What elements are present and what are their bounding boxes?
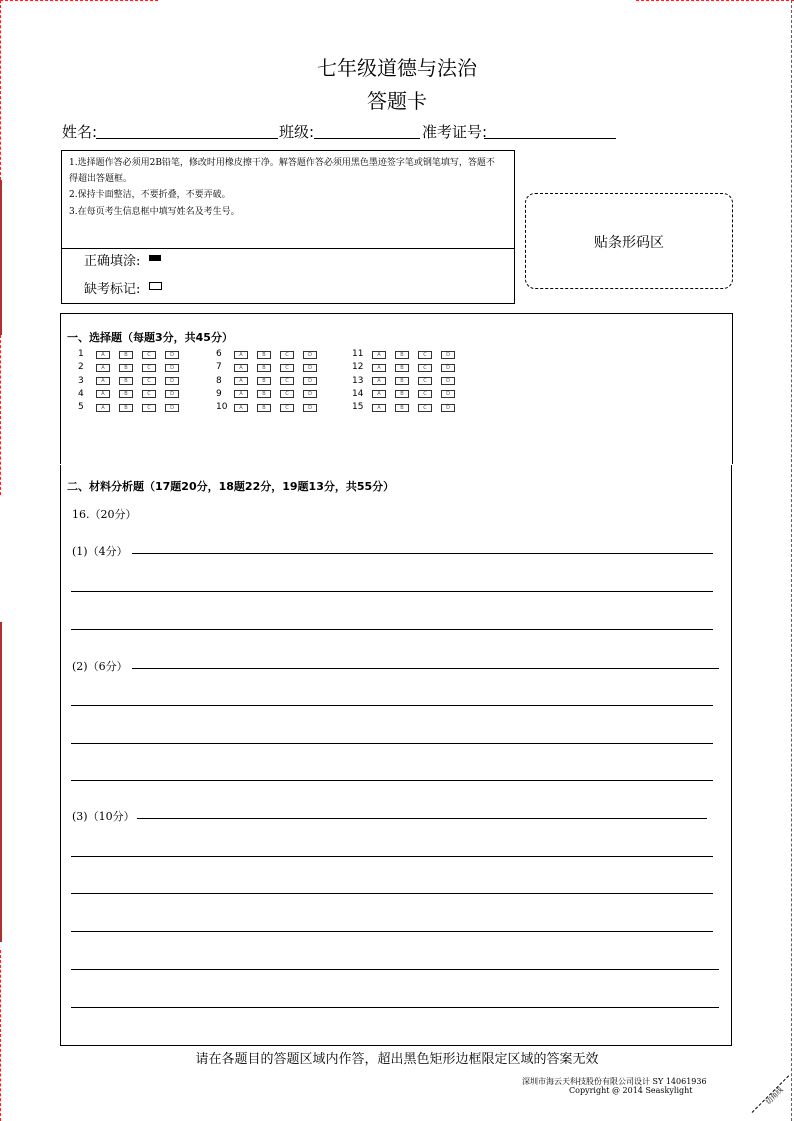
class-label: 班级: — [279, 123, 315, 141]
choice-bubble-c[interactable]: C — [142, 390, 156, 398]
material-section-title: 二、材料分析题（17题20分，18题22分，19题13分，共55分） — [67, 480, 395, 493]
choice-bubble-c[interactable]: C — [418, 390, 432, 398]
choice-bubble-a[interactable]: A — [234, 364, 248, 372]
choice-bubble-b[interactable]: B — [257, 404, 271, 412]
choice-question-number: 10 — [216, 402, 228, 413]
absent-mark-label: 缺考标记: — [84, 282, 141, 297]
choice-bubble-d[interactable]: D — [165, 377, 179, 385]
choice-bubble-c[interactable]: C — [280, 351, 294, 359]
choice-bubble-c[interactable]: C — [142, 364, 156, 372]
crop-mark-top-right — [636, 0, 794, 1]
choice-question-number: 12 — [352, 362, 364, 373]
class-field[interactable] — [314, 138, 420, 139]
choice-bubble-c[interactable]: C — [142, 404, 156, 412]
choice-question-number: 9 — [216, 388, 222, 399]
choice-question-number: 8 — [216, 375, 222, 386]
question-16-label: 16.（20分） — [72, 508, 137, 521]
choice-question-number: 5 — [78, 402, 84, 413]
right-guide-dash — [791, 0, 792, 1121]
left-guide-dash-bottom — [0, 950, 1, 1121]
choice-question-number: 14 — [352, 388, 364, 399]
choice-question-number: 4 — [78, 388, 84, 399]
choice-question-number: 3 — [78, 375, 84, 386]
choice-bubble-b[interactable]: B — [257, 351, 271, 359]
instruction-line: 得超出答题框。 — [69, 174, 133, 184]
page-subtitle: 答题卡 — [367, 89, 427, 113]
choice-bubble-a[interactable]: A — [234, 377, 248, 385]
choice-bubble-a[interactable]: A — [372, 377, 386, 385]
choice-bubble-a[interactable]: A — [372, 390, 386, 398]
choice-bubble-a[interactable]: A — [96, 351, 110, 359]
answer-line[interactable] — [71, 969, 719, 970]
choice-bubble-c[interactable]: C — [280, 390, 294, 398]
choice-question-number: 2 — [78, 362, 84, 373]
choice-bubble-b[interactable]: B — [119, 364, 133, 372]
page-title: 七年级道德与法治 — [317, 56, 477, 80]
answer-line[interactable] — [71, 705, 713, 706]
barcode-area — [525, 193, 733, 289]
choice-bubble-c[interactable]: C — [280, 404, 294, 412]
name-label: 姓名: — [62, 123, 98, 141]
choice-bubble-b[interactable]: B — [257, 377, 271, 385]
material-section — [60, 465, 732, 1046]
student-info-row — [62, 121, 622, 143]
instruction-line: 2.保持卡面整洁，不要折叠，不要弄破。 — [69, 190, 231, 200]
choice-question-number: 6 — [216, 349, 222, 359]
choice-bubble-a[interactable]: A — [96, 364, 110, 372]
choice-section-title: 一、选择题（每题3分，共45分） — [67, 331, 233, 344]
choice-bubble-a[interactable]: A — [234, 351, 248, 359]
part-2-label: (2)（6分） — [72, 660, 128, 673]
choice-bubble-d[interactable]: D — [303, 351, 317, 359]
instruction-line: 3.在每页考生信息框中填写姓名及考生号。 — [69, 207, 240, 217]
choice-bubble-d[interactable]: D — [165, 364, 179, 372]
answer-line[interactable] — [71, 856, 713, 857]
choice-bubble-a[interactable]: A — [234, 390, 248, 398]
choice-bubble-a[interactable]: A — [372, 364, 386, 372]
answer-line[interactable] — [132, 668, 719, 669]
part-1-label: (1)（4分） — [72, 545, 128, 558]
choice-bubble-c[interactable]: C — [418, 351, 432, 359]
answer-line[interactable] — [132, 553, 713, 554]
instruction-line: 1.选择题作答必须用2B铅笔，修改时用橡皮擦干净。解答题作答必须用黑色墨迹签字笔或钢笔填写，答题不 — [69, 158, 495, 168]
footer-copyright: Copyright @ 2014 Seaskylight — [569, 1086, 693, 1095]
answer-line[interactable] — [71, 893, 713, 894]
choice-question-number: 11 — [352, 349, 364, 359]
choice-bubble-b[interactable]: B — [395, 364, 409, 372]
choice-question-number: 7 — [216, 362, 222, 373]
choice-bubble-b[interactable]: B — [119, 404, 133, 412]
choice-bubble-a[interactable]: A — [96, 377, 110, 385]
name-field[interactable] — [96, 138, 278, 139]
choice-bubble-b[interactable]: B — [395, 404, 409, 412]
absent-mark-box[interactable] — [149, 282, 162, 290]
choice-bubble-b[interactable]: B — [395, 390, 409, 398]
answer-line[interactable] — [137, 818, 707, 819]
choice-bubble-a[interactable]: A — [96, 404, 110, 412]
choice-bubble-b[interactable]: B — [119, 351, 133, 359]
choice-bubble-d[interactable]: D — [441, 377, 455, 385]
choice-bubble-c[interactable]: C — [280, 377, 294, 385]
corner-cut-label: 切角线 — [764, 1085, 785, 1107]
choice-bubble-b[interactable]: B — [119, 390, 133, 398]
correct-fill-sample — [149, 255, 161, 261]
choice-bubble-d[interactable]: D — [303, 364, 317, 372]
choice-bubble-c[interactable]: C — [280, 364, 294, 372]
answer-line[interactable] — [71, 591, 713, 592]
choice-bubble-d[interactable]: D — [441, 351, 455, 359]
choice-bubble-b[interactable]: B — [119, 377, 133, 385]
answer-line[interactable] — [71, 1007, 719, 1008]
choice-bubble-a[interactable]: A — [372, 351, 386, 359]
answer-line[interactable] — [71, 780, 713, 781]
choice-bubble-d[interactable]: D — [303, 377, 317, 385]
choice-bubble-c[interactable]: C — [418, 364, 432, 372]
notice-box — [61, 150, 515, 304]
correct-fill-label: 正确填涂: — [84, 254, 141, 269]
left-guide-bar-upper — [0, 180, 2, 335]
footer-warning: 请在各题目的答题区域内作答，超出黑色矩形边框限定区域的答案无效 — [195, 1052, 599, 1067]
choice-question-number: 15 — [352, 402, 364, 413]
choice-bubble-b[interactable]: B — [395, 351, 409, 359]
left-guide-dash-middle — [0, 335, 1, 495]
left-guide-bar-lower — [0, 622, 2, 942]
part-3-label: (3)（10分） — [72, 810, 135, 823]
choice-bubble-b[interactable]: B — [257, 390, 271, 398]
choice-bubble-d[interactable]: D — [165, 390, 179, 398]
choice-bubble-b[interactable]: B — [395, 377, 409, 385]
crop-mark-top-left — [0, 0, 158, 1]
choice-bubble-c[interactable]: C — [418, 404, 432, 412]
choice-bubble-d[interactable]: D — [441, 364, 455, 372]
answer-line[interactable] — [71, 931, 713, 932]
choice-bubble-b[interactable]: B — [257, 364, 271, 372]
exam-id-field[interactable] — [484, 138, 616, 139]
choice-bubble-d[interactable]: D — [441, 404, 455, 412]
choice-question-number: 1 — [78, 349, 84, 359]
choice-bubble-d[interactable]: D — [165, 404, 179, 412]
choice-bubble-c[interactable]: C — [418, 377, 432, 385]
choice-bubble-a[interactable]: A — [96, 390, 110, 398]
choice-bubble-c[interactable]: C — [142, 351, 156, 359]
choice-bubble-d[interactable]: D — [441, 390, 455, 398]
choice-bubble-c[interactable]: C — [142, 377, 156, 385]
choice-section — [60, 313, 733, 464]
choice-question-number: 13 — [352, 375, 364, 386]
exam-id-label: 准考证号: — [422, 123, 488, 141]
choice-bubble-a[interactable]: A — [372, 404, 386, 412]
barcode-label: 贴条形码区 — [594, 235, 664, 251]
answer-line[interactable] — [71, 743, 713, 744]
choice-bubble-d[interactable]: D — [165, 351, 179, 359]
instructions-area — [62, 151, 514, 249]
choice-bubble-d[interactable]: D — [303, 390, 317, 398]
choice-bubble-a[interactable]: A — [234, 404, 248, 412]
footer-company: 深圳市海云天科技股份有限公司设计 SY 14061936 — [522, 1077, 707, 1086]
answer-line[interactable] — [71, 629, 713, 630]
choice-bubble-d[interactable]: D — [303, 404, 317, 412]
